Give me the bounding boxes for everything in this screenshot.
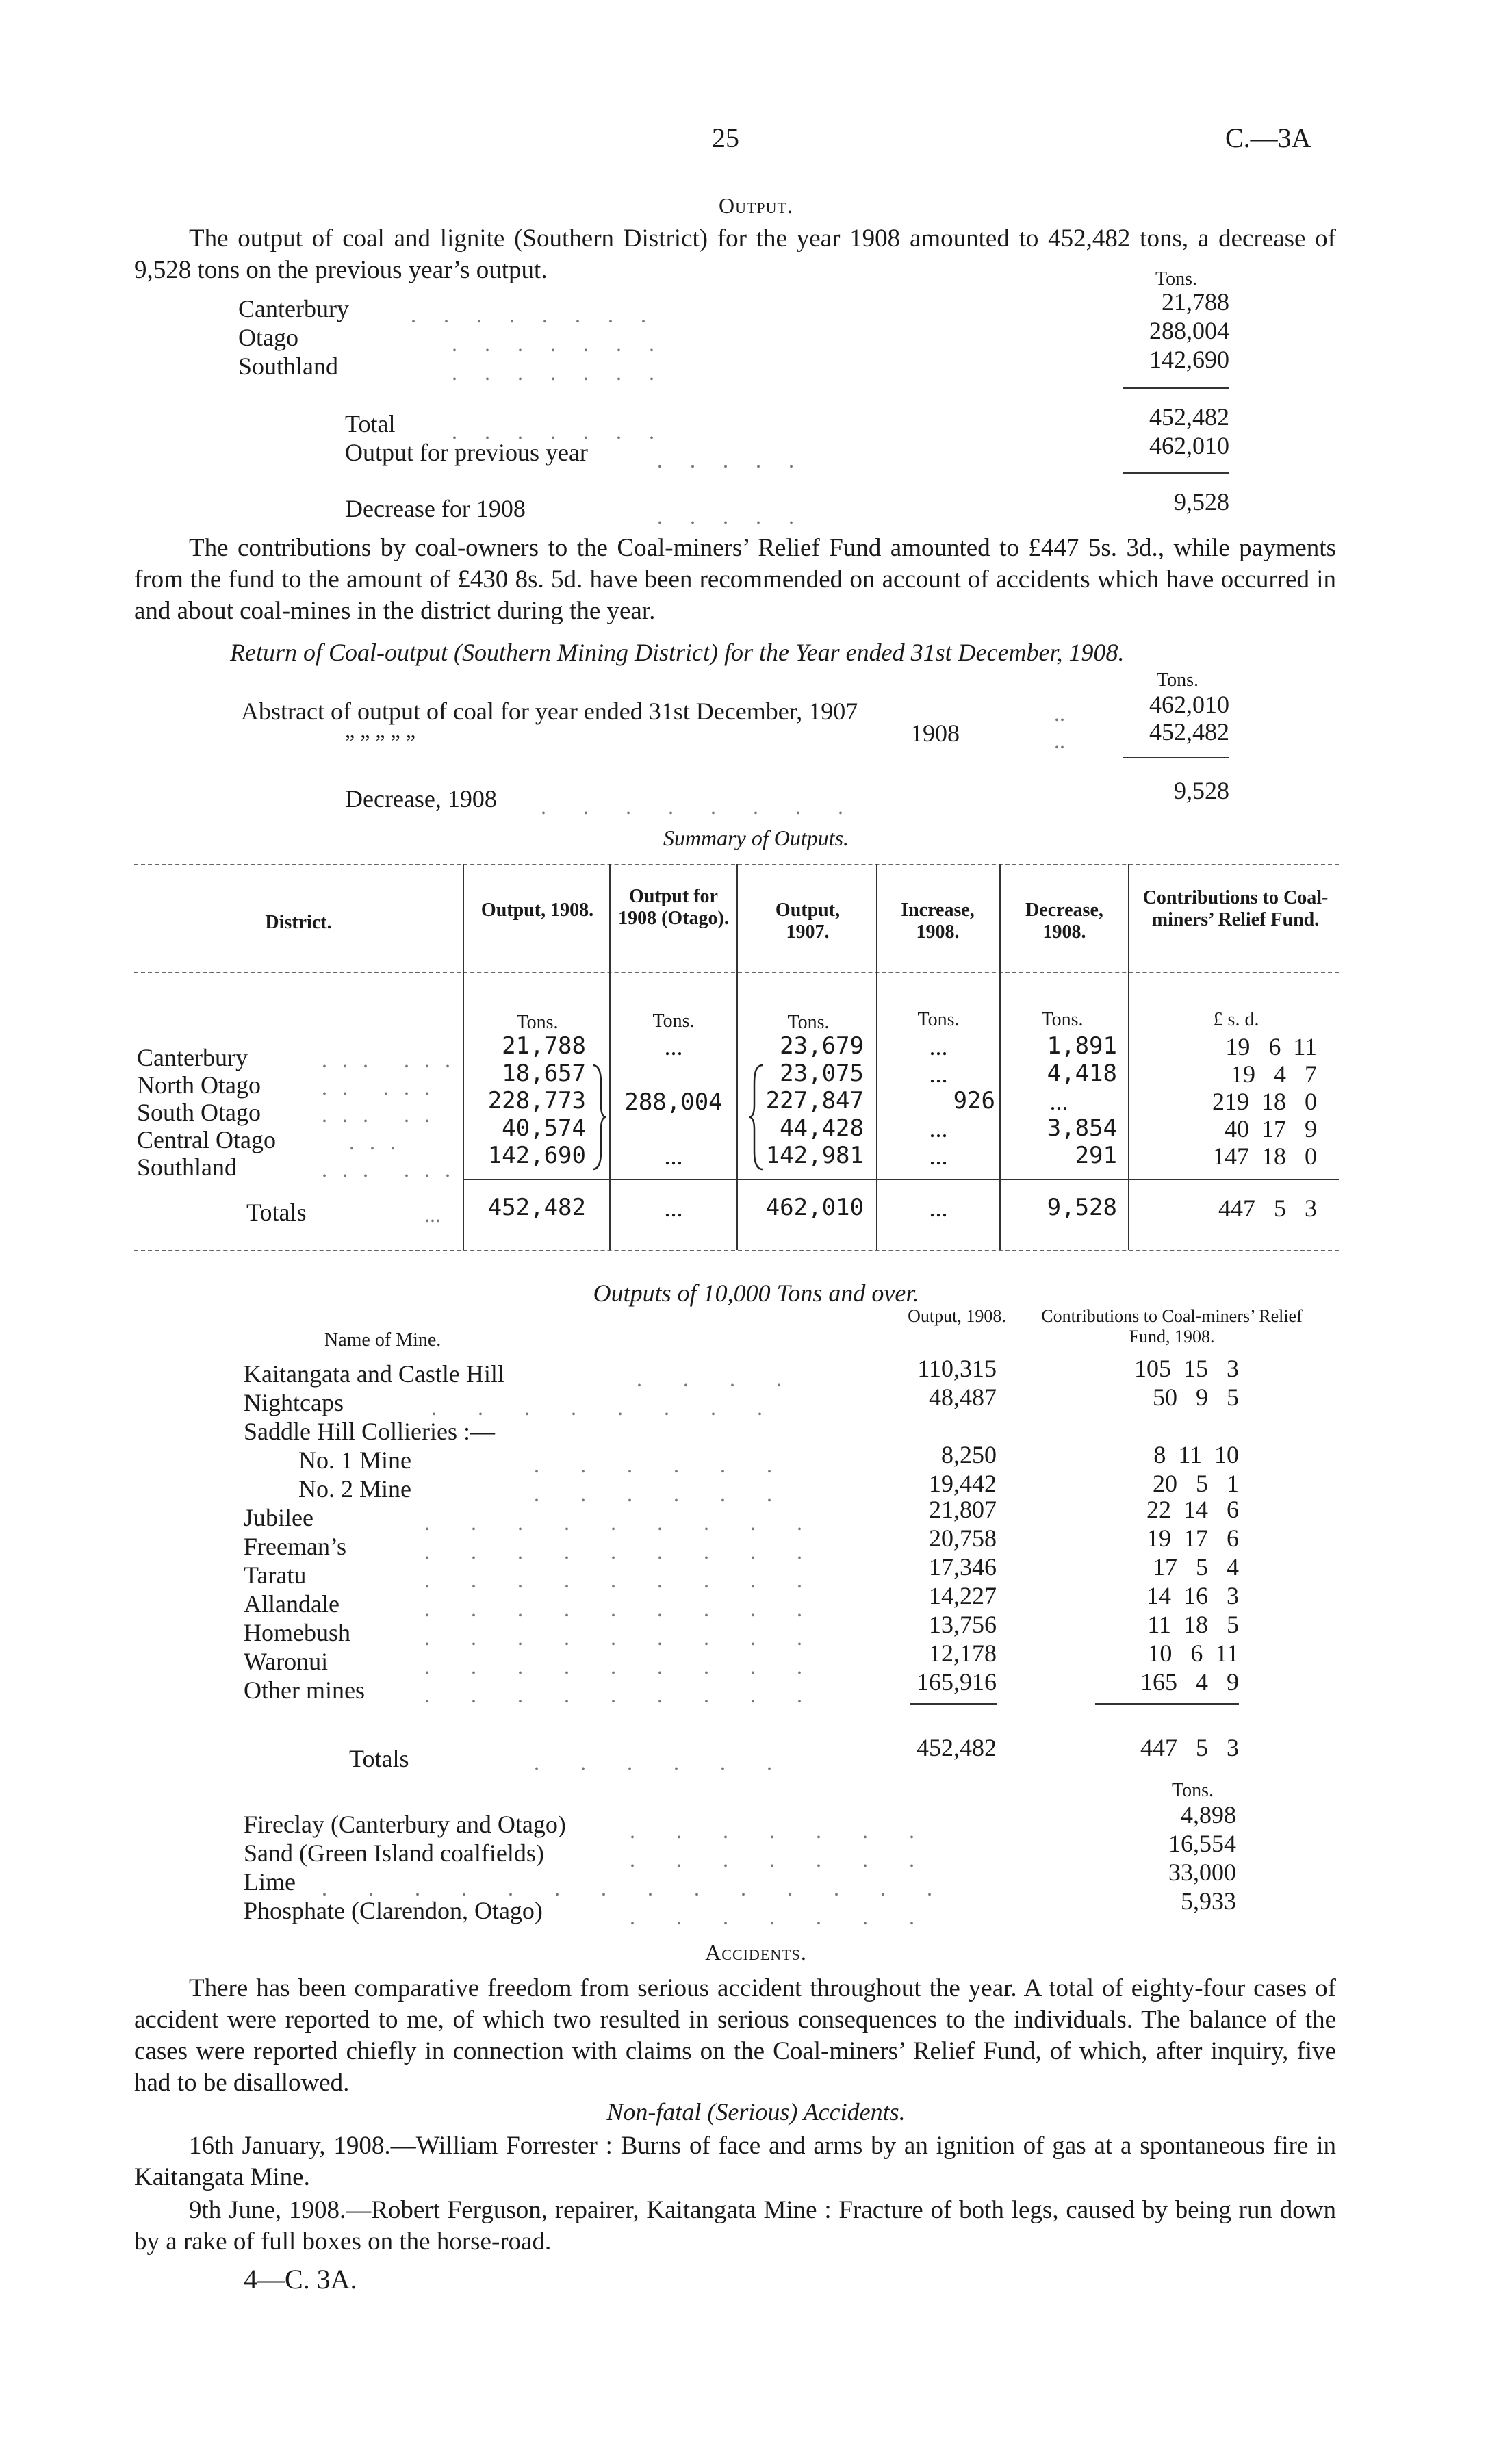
leader-dots: ....... (452, 419, 682, 444)
output-total-value: 452,482 (1149, 403, 1229, 431)
otago-output: 288,004 (624, 1088, 723, 1116)
output-1907: 44,428 (780, 1114, 864, 1142)
leader-dots: ....... (630, 1847, 956, 1872)
return-decrease-label: Decrease, 1908 (345, 785, 497, 813)
year-1908-label: 1908 (910, 719, 960, 747)
return-decrease-value: 9,528 (1174, 777, 1229, 804)
mine-output: 48,487 (929, 1383, 997, 1411)
mineral-name: Fireclay (Canterbury and Otago) (244, 1811, 566, 1838)
otago-1907-brace-icon (749, 1062, 764, 1172)
unit-label: Tons. (917, 1009, 960, 1030)
mine-contribution: 19 17 6 (1146, 1524, 1239, 1552)
district-name: Southland (137, 1153, 238, 1181)
total-output-1908: 452,482 (487, 1194, 586, 1221)
leader-dots: ......... (424, 1568, 843, 1592)
decrease-1908: 4,418 (1047, 1060, 1117, 1087)
mine-output: 165,916 (917, 1668, 997, 1696)
output-region-value: 142,690 (1149, 346, 1229, 373)
leader-dots: ... (424, 1202, 441, 1227)
mines-totals-label: Totals (349, 1745, 409, 1772)
output-region-label: Southland (238, 353, 339, 380)
total-contribution: 447 5 3 (1218, 1195, 1317, 1222)
output-region-label: Otago (238, 324, 298, 351)
mineral-value: 4,898 (1181, 1801, 1236, 1828)
output-1908: 40,574 (502, 1114, 586, 1142)
column-divider (609, 864, 611, 1250)
mines-total-contribution: 447 5 3 (1140, 1734, 1239, 1761)
otago-brace-icon (591, 1062, 606, 1172)
mine-name: Kaitangata and Castle Hill (244, 1360, 504, 1388)
leader-dots: ....... (630, 1904, 956, 1929)
mine-name: Jubilee (244, 1504, 313, 1531)
relief-fund-contribution: 219 18 0 (1212, 1088, 1317, 1115)
totals-rule (463, 1179, 1339, 1180)
otago-output: ... (664, 1143, 683, 1170)
mines-contrib-header: Contributions to Coal-miners’ Relief Fund, 1908. (1041, 1306, 1303, 1347)
column-header: Increase, 1908. (901, 899, 975, 943)
leader-dots: ........ (541, 794, 880, 819)
mine-output: 14,227 (929, 1582, 997, 1609)
column-header: Output, 1908. (480, 899, 594, 921)
rule (1095, 1703, 1239, 1705)
summary-title: Summary of Outputs. (663, 826, 849, 850)
mine-name: Other mines (244, 1676, 365, 1704)
output-1908: 21,788 (502, 1032, 586, 1060)
column-header: Decrease, 1908. (1025, 899, 1103, 943)
output-1907: 227,847 (765, 1087, 864, 1114)
leader-dots: .. ... (322, 1075, 445, 1099)
unit-label: Tons. (652, 1010, 695, 1032)
signature-mark: 4—C. 3A. (244, 2264, 357, 2295)
decrease-1908: ... (1049, 1088, 1068, 1115)
output-heading: Output. (719, 193, 793, 218)
leader-dots: ...... (534, 1481, 813, 1506)
mines-total-output: 452,482 (917, 1734, 997, 1761)
mine-output: 20,758 (929, 1524, 997, 1552)
return-title: Return of Coal-output (Southern Mining District) for the Year ended 31st December, 1908. (230, 639, 1125, 666)
decrease-label: Decrease for 1908 (345, 495, 526, 522)
mineral-name: Phosphate (Clarendon, Otago) (244, 1897, 543, 1924)
output-1908: 18,657 (502, 1060, 586, 1087)
relief-fund-contribution: 40 17 9 (1225, 1115, 1317, 1143)
mine-contribution: 14 16 3 (1146, 1582, 1239, 1609)
total-otago: ... (664, 1195, 683, 1222)
abstract-value: 462,010 (1149, 691, 1229, 718)
output-region-label: Canterbury (238, 295, 349, 322)
mine-name: Saddle Hill Collieries :— (244, 1418, 495, 1445)
leader-dots: .............. (322, 1876, 973, 1900)
district-name: South Otago (137, 1099, 261, 1126)
mine-contribution: 17 5 4 (1153, 1553, 1239, 1581)
district-name: Central Otago (137, 1126, 276, 1153)
year-1908-value: 452,482 (1149, 718, 1229, 745)
mine-contribution: 10 6 11 (1147, 1639, 1239, 1667)
mine-contribution: 165 4 9 (1140, 1668, 1239, 1696)
column-header: District. (265, 912, 332, 933)
output-1907: 23,679 (780, 1032, 864, 1060)
increase-1908: ... (929, 1115, 948, 1143)
leader-dots: ......... (424, 1510, 843, 1535)
mine-output: 19,442 (929, 1470, 997, 1497)
mine-name: No. 2 Mine (298, 1475, 411, 1503)
relief-fund-contribution: 147 18 0 (1212, 1143, 1317, 1170)
leader-dots: ......... (424, 1654, 843, 1679)
mineral-name: Lime (244, 1868, 296, 1896)
totals-label: Totals (246, 1199, 307, 1226)
leader-dots: ......... (424, 1596, 843, 1621)
leader-dots: ... (349, 1130, 411, 1154)
mine-name: No. 1 Mine (298, 1446, 411, 1474)
output-1907: 23,075 (780, 1060, 864, 1087)
leader-dots: ....... (630, 1818, 956, 1843)
leader-dots: .. (1054, 728, 1065, 753)
leader-dots: ........ (431, 1395, 804, 1420)
district-name: North Otago (137, 1071, 261, 1099)
mine-output: 21,807 (929, 1496, 997, 1523)
decrease-1908: 291 (1075, 1142, 1117, 1169)
leader-dots: ......... (424, 1683, 843, 1707)
relief-fund-contribution: 19 4 7 (1231, 1060, 1317, 1088)
column-header: Output, 1907. (775, 899, 841, 943)
unit-label: Tons. (516, 1012, 559, 1033)
output-1908: 228,773 (487, 1087, 586, 1114)
mines-output-header: Output, 1908. (908, 1306, 1006, 1326)
mine-name: Homebush (244, 1619, 350, 1646)
mines-name-header: Name of Mine. (324, 1329, 441, 1351)
mine-contribution: 20 5 1 (1153, 1470, 1239, 1497)
mine-output: 8,250 (941, 1441, 997, 1468)
accident-entry: 9th June, 1908.—Robert Ferguson, repairer, Kaitangata Mine : Fracture of both legs, caused by being run down by a rake of full boxes on the horse-road. (134, 2196, 1336, 2256)
accidents-heading: Accidents. (705, 1940, 807, 1965)
column-divider (1128, 864, 1129, 1250)
leader-dots: ... .. (322, 1102, 445, 1127)
leader-dots: ...... (534, 1453, 813, 1477)
decrease-value: 9,528 (1174, 488, 1229, 515)
total-decrease: 9,528 (1047, 1194, 1117, 1221)
non-fatal-subheading: Non-fatal (Serious) Accidents. (606, 2098, 906, 2126)
ditto-marks: ” ” ” ” ” (345, 730, 416, 754)
mine-output: 17,346 (929, 1553, 997, 1581)
increase-1908: ... (929, 1033, 948, 1060)
leader-dots: ..... (657, 448, 821, 472)
mine-name: Freeman’s (244, 1533, 346, 1560)
minerals-unit-label: Tons. (1172, 1780, 1214, 1801)
column-header: Output for 1908 (Otago). (618, 886, 729, 929)
leader-dots: ... ... (322, 1157, 465, 1182)
column-divider (876, 864, 877, 1250)
otago-output: ... (664, 1033, 683, 1060)
mine-output: 12,178 (929, 1639, 997, 1667)
document-reference: C.—3A (1225, 123, 1311, 153)
output-1907: 142,981 (765, 1142, 864, 1169)
output-region-value: 21,788 (1162, 288, 1229, 316)
total-output-1907: 462,010 (765, 1194, 864, 1221)
mine-contribution: 8 11 10 (1153, 1441, 1239, 1468)
column-divider (736, 864, 738, 1250)
leader-dots: ..... (657, 504, 821, 528)
leader-dots: ....... (452, 360, 682, 385)
mine-name: Allandale (244, 1590, 339, 1618)
return-unit-label: Tons. (1157, 669, 1199, 691)
mine-name: Nightcaps (244, 1389, 344, 1416)
leader-dots: ...... (534, 1750, 813, 1774)
output-unit-label: Tons. (1155, 268, 1198, 290)
mine-contribution: 11 18 5 (1147, 1611, 1239, 1638)
rule (1123, 472, 1229, 474)
leader-dots: .. (1054, 701, 1065, 726)
relief-fund-contribution: 19 6 11 (1225, 1033, 1317, 1060)
previous-year-label: Output for previous year (345, 439, 588, 466)
contributions-paragraph: The contributions by coal-owners to the Coal-miners’ Relief Fund amounted to £447 5s. 3d., while payments from the fund to the amount of £430 8s. 5d. have been recommended on account of accidents which have occurred in and about coal-mines in the district during the year. (134, 534, 1336, 625)
mineral-value: 5,933 (1181, 1887, 1236, 1915)
unit-label: £ s. d. (1213, 1009, 1259, 1030)
output-region-value: 288,004 (1149, 317, 1229, 344)
previous-year-value: 462,010 (1149, 432, 1229, 459)
increase-1908: ... (929, 1143, 948, 1170)
output-total-label: Total (345, 410, 396, 437)
output-1908: 142,690 (487, 1142, 586, 1169)
page-number: 25 (712, 123, 739, 153)
total-increase: ... (929, 1195, 948, 1222)
mineral-value: 16,554 (1168, 1830, 1236, 1857)
leader-dots: ......... (424, 1539, 843, 1564)
mine-output: 110,315 (917, 1355, 997, 1382)
leader-dots: ....... (452, 331, 682, 356)
mine-contribution: 50 9 5 (1153, 1383, 1239, 1411)
output-intro-paragraph: The output of coal and lignite (Southern District) for the year 1908 amounted to 452,482 tons, a decrease of 9,528 tons on the previous year’s output. (134, 225, 1336, 284)
rule (1123, 387, 1229, 389)
leader-dots: .... (637, 1366, 823, 1391)
mine-output: 13,756 (929, 1611, 997, 1638)
mineral-name: Sand (Green Island coalfields) (244, 1839, 544, 1867)
unit-label: Tons. (787, 1012, 830, 1033)
abstract-label: Abstract of output of coal for year ended 31st December, 1907 (241, 698, 858, 725)
accidents-paragraph: There has been comparative freedom from serious accident throughout the year. A total of eighty-four cases of accident were reported to me, of which two resulted in serious consequences to the individuals. The balance of the cases were reported chiefly in connection with claims on the Coal-miners’ Relief Fund, of which, after inquiry, five had to be disallowed. (134, 1974, 1336, 2097)
table-bottom-rule (134, 1250, 1339, 1251)
decrease-1908: 3,854 (1047, 1114, 1117, 1142)
rule (1123, 757, 1229, 758)
increase-1908: ... (929, 1060, 948, 1088)
increase-1908: 926 (953, 1087, 995, 1114)
mine-contribution: 22 14 6 (1146, 1496, 1239, 1523)
decrease-1908: 1,891 (1047, 1032, 1117, 1060)
mine-name: Taratu (244, 1561, 307, 1589)
unit-label: Tons. (1041, 1009, 1084, 1030)
leader-dots: ... ... (322, 1047, 465, 1072)
mine-contribution: 105 15 3 (1134, 1355, 1239, 1382)
mines-title: Outputs of 10,000 Tons and over. (593, 1279, 919, 1307)
mineral-value: 33,000 (1168, 1859, 1236, 1886)
leader-dots: ......... (424, 1625, 843, 1650)
leader-dots: ........ (411, 303, 674, 327)
district-name: Canterbury (137, 1044, 248, 1071)
column-header: Contributions to Coal-miners’ Relief Fund. (1142, 887, 1329, 930)
mine-name: Waronui (244, 1648, 329, 1675)
rule (910, 1703, 997, 1705)
accident-entry: 16th January, 1908.—William Forrester : Burns of face and arms by an ignition of gas at a spontaneous fire in Kaitangata Mine. (134, 2132, 1336, 2191)
